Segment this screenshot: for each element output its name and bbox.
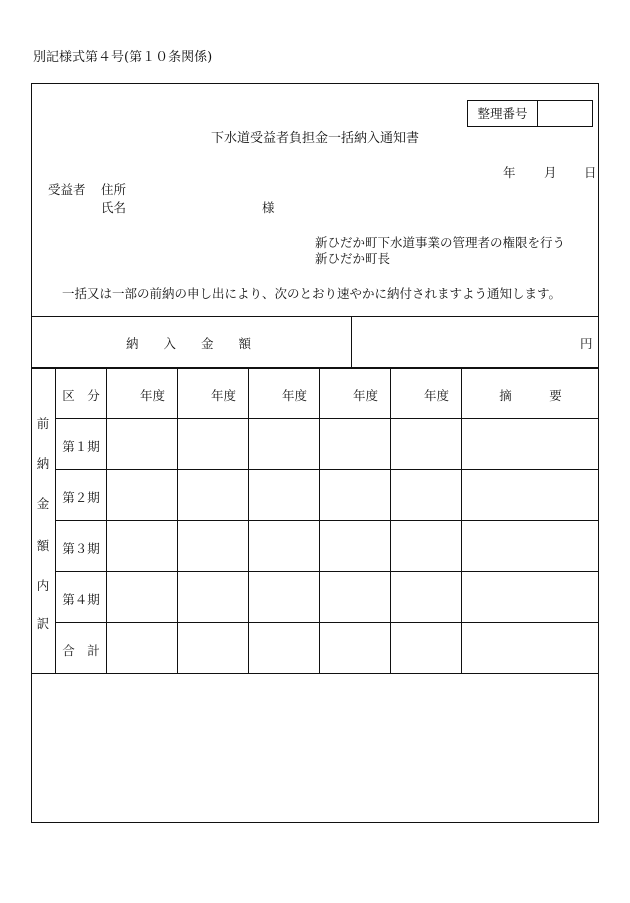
header-year-5: 年度 <box>424 388 450 403</box>
date-day-label: 日 <box>584 165 597 180</box>
row-label-period-2: 第２期 <box>62 490 100 505</box>
honorific: 様 <box>262 200 275 215</box>
amount-top-line <box>31 316 599 317</box>
side-label-char-5: 内 <box>36 578 50 593</box>
seiri-bango-label: 整理番号 <box>468 101 538 126</box>
table-row-line-5 <box>55 622 599 623</box>
header-year-3: 年度 <box>282 388 308 403</box>
seiri-bango-box <box>467 100 593 127</box>
row-label-period-3: 第３期 <box>62 541 100 556</box>
notice-text: 一括又は一部の前納の申し出により、次のとおり速やかに納付されますよう通知します。 <box>62 286 562 301</box>
row-label-period-4: 第４期 <box>62 592 100 607</box>
header-year-4: 年度 <box>353 388 379 403</box>
header-division: 区 分 <box>62 388 100 403</box>
side-label-char-4: 額 <box>36 538 50 553</box>
date-year-label: 年 <box>503 165 516 180</box>
row-label-period-1: 第１期 <box>62 439 100 454</box>
table-row-line-4 <box>55 571 599 572</box>
amount-bottom-line <box>31 367 599 369</box>
side-label-char-6: 訳 <box>36 616 50 631</box>
side-label-char-2: 納 <box>36 456 50 471</box>
form-number: 別記様式第４号(第１０条関係) <box>33 50 213 65</box>
side-label-char-3: 金 <box>36 496 50 511</box>
issuer-line-1: 新ひだか町下水道事業の管理者の権限を行う <box>315 235 566 250</box>
issuer-line-2: 新ひだか町長 <box>315 251 391 266</box>
header-year-1: 年度 <box>140 388 166 403</box>
table-row-line-3 <box>55 520 599 521</box>
side-label-char-1: 前 <box>36 416 50 431</box>
table-row-line-2 <box>55 469 599 470</box>
seiri-bango-field[interactable] <box>540 101 590 126</box>
address-label: 住所 <box>101 182 127 197</box>
row-label-total: 合 計 <box>62 643 100 658</box>
recipient-label: 受益者 <box>48 182 86 197</box>
amount-unit: 円 <box>580 336 593 351</box>
name-label: 氏名 <box>101 200 127 215</box>
table-bottom-line <box>31 673 599 674</box>
table-row-line-1 <box>55 418 599 419</box>
amount-divider <box>351 316 352 367</box>
amount-label: 納 入 金 額 <box>126 336 252 351</box>
document-title: 下水道受益者負担金一括納入通知書 <box>210 131 419 146</box>
header-remarks: 摘 要 <box>499 388 562 403</box>
header-year-2: 年度 <box>211 388 237 403</box>
date-month-label: 月 <box>544 165 557 180</box>
